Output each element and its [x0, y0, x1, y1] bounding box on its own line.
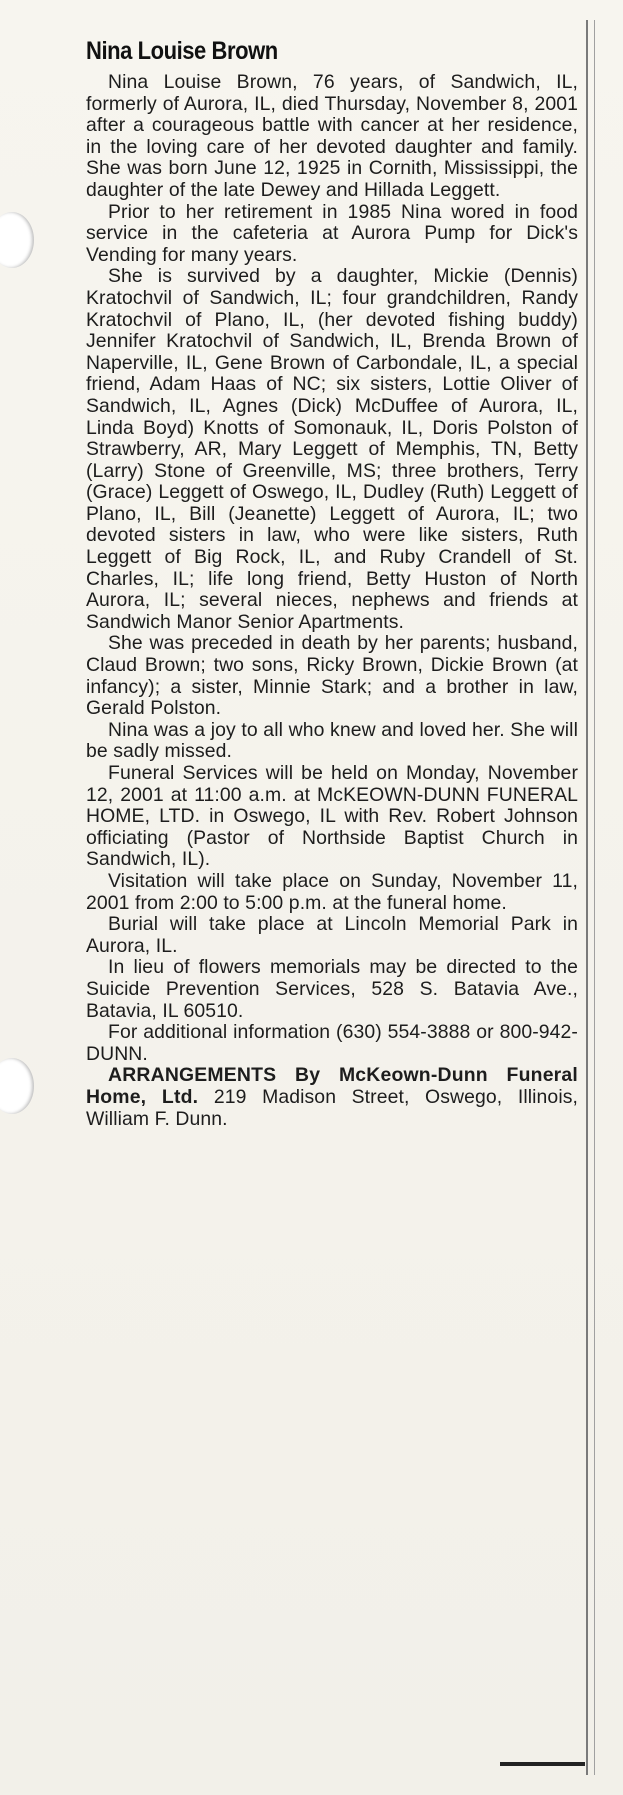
- obituary-paragraph: Prior to her retirement in 1985 Nina wored in food service in the cafeteria at Aurora Pump for Dick's Vending for many years.: [86, 200, 578, 266]
- obituary-paragraph: In lieu of flowers memorials may be directed to the Suicide Prevention Services, 528 S. Batavia Ave., Batavia, IL 60510.: [86, 956, 578, 1022]
- arrangements-text: 219 Madison Street, Oswego, Illinois, William F. Dunn.: [86, 1085, 579, 1130]
- obituary-column: [86, 36, 578, 1130]
- column-rule: [594, 20, 595, 1775]
- obituary-paragraph: For additional information (630) 554-3888 or 800-942-DUNN.: [86, 1021, 578, 1065]
- obituary-title: Nina Louise Brown: [86, 37, 278, 65]
- column-rule: [586, 20, 588, 1775]
- obituary-paragraph: Nina was a joy to all who knew and loved her. She will be sadly missed.: [86, 718, 578, 763]
- punch-hole: [0, 212, 34, 268]
- obituary-paragraph: She is survived by a daughter, Mickie (Dennis) Kratochvil of Sandwich, IL; four grandchildren, Randy Kratochvil of Plano, IL, (her devoted fishing buddy) Jennifer Kratochvil of Sandwich, IL, Brenda Brown of Naperville, IL, Gene Brown of Carbondale, IL, a special friend, Adam Haas of NC; six sisters, Lottie Oliver of Sandwich, IL, Agnes (Dick) McDuffee of Aurora, IL, Linda Boyd) Knotts of Somonauk, IL, Doris Polston of Strawberry, AR, Mary Leggett of Memphis, TN, Betty (Larry) Stone of Greenville, MS; three brothers, Terry (Grace) Leggett of Oswego, IL, Dudley (Ruth) Leggett of Plano, IL, Bill (Jeanette) Leggett of Aurora, IL; two devoted sisters in law, who were like sisters, Ruth Leggett of Big Rock, IL, and Ruby Crandell of St. Charles, IL; life long friend, Betty Huston of North Aurora, IL; several nieces, nephews and friends at Sandwich Manor Senior Apartments.: [86, 265, 578, 633]
- punch-hole: [0, 1058, 34, 1114]
- obituary-paragraph: Nina Louise Brown, 76 years, of Sandwich, IL, formerly of Aurora, IL, died Thursday, November 8, 2001 after a courageous battle with cancer at her residence, in the loving care of her devoted daughter and family. She was born June 12, 1925 in Cornith, Mississippi, the daughter of the late Dewey and Hillada Leggett.: [86, 71, 578, 201]
- arrangements-paragraph: [86, 1065, 578, 1130]
- end-rule: [500, 1762, 585, 1766]
- obituary-paragraph: She was preceded in death by her parents; husband, Claud Brown; two sons, Ricky Brown, Dickie Brown (at infancy); a sister, Minnie Stark; and a brother in law, Gerald Polston.: [86, 632, 578, 720]
- obituary-paragraph: Funeral Services will be held on Monday, November 12, 2001 at 11:00 a.m. at McKEOWN-DUNN FUNERAL HOME, LTD. in Oswego, IL with Rev. Robert Johnson officiating (Pastor of Northside Baptist Church in Sandwich, IL).: [86, 762, 578, 871]
- obituary-paragraph: Burial will take place at Lincoln Memorial Park in Aurora, IL.: [86, 913, 578, 957]
- obituary-paragraph: Visitation will take place on Sunday, November 11, 2001 from 2:00 to 5:00 p.m. at the funeral home.: [86, 869, 578, 914]
- arrangements-heading: ARRANGEMENTS By McKeown-Dunn Funeral Home, Ltd.: [86, 1064, 578, 1108]
